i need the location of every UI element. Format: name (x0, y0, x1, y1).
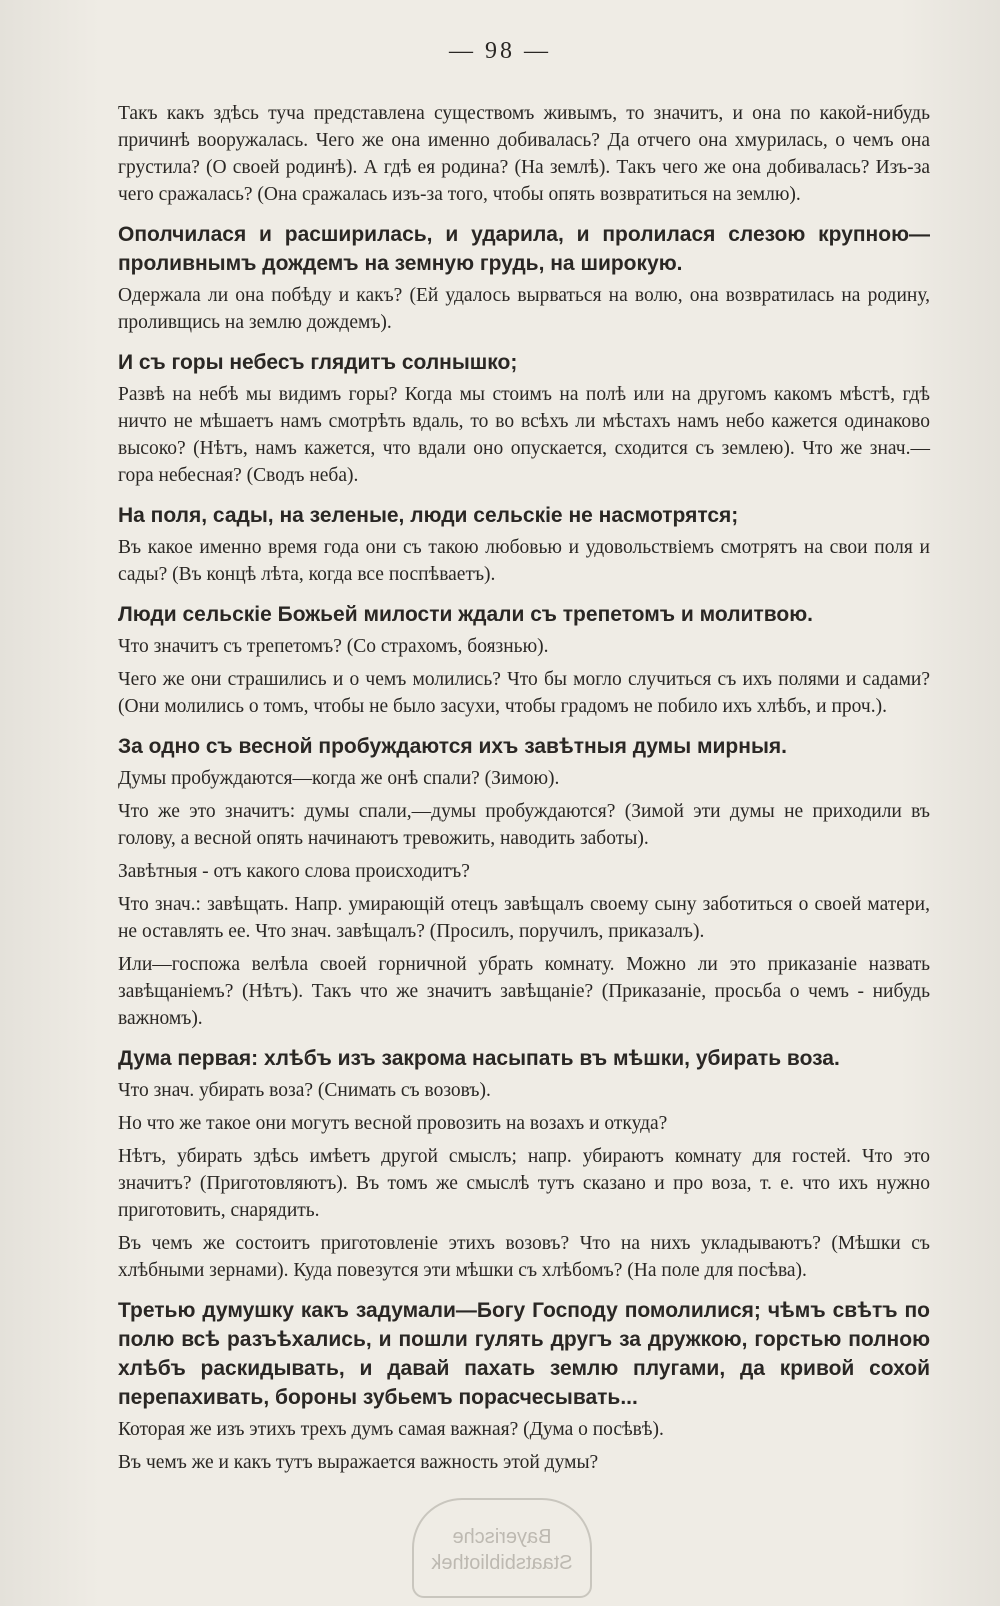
paragraph: Или—госпожа велѣла своей горничной убрать комнату. Можно ли это приказаніе назвать завѣщаніемъ? (Нѣтъ). Такъ что же значитъ завѣщаніе? (Приказаніе, просьба о чемъ - нибудь важномъ). (118, 954, 930, 1029)
library-stamp (412, 1498, 592, 1598)
paragraph: Думы пробуждаются—когда же онѣ спали? (Зимою). (118, 768, 560, 789)
paragraph: Чего же они страшились и о чемъ молились? Что бы могло случиться съ ихъ полями и садами? (Они молились о томъ, чтобы не было засухи, чтобы градомъ не побило ихъ хлѣбъ, и проч.). (118, 669, 930, 717)
paragraph: Нѣтъ, убирать здѣсь имѣетъ другой смыслъ; напр. убираютъ комнату для гостей. Что это значитъ? (Приготовляютъ). Въ томъ же смыслѣ тутъ сказано и про воза, т. е. что ихъ нужно приготовить, снарядить. (118, 1146, 930, 1221)
quote-line: За одно съ весной пробуждаются ихъ завѣтныя думы мирныя. (118, 735, 787, 758)
paragraph: Что же это значитъ: думы спали,—думы пробуждаются? (Зимой эти думы не приходили въ голову, а весной опять начинаютъ тревожить, наводить заботы). (118, 801, 930, 849)
paragraph: Что знач. убирать воза? (Снимать съ возовъ). (118, 1080, 491, 1101)
page-number: — 98 — (449, 38, 551, 64)
paragraph: Что значитъ съ трепетомъ? (Со страхомъ, боязнью). (118, 636, 549, 657)
quote-line: Дума первая: хлѣбъ изъ закрома насыпать въ мѣшки, убирать воза. (118, 1047, 840, 1070)
quote-line: Ополчилася и расширилась, и ударила, и пролилася слезою крупною—проливнымъ дождемъ на земную грудь, на широкую. (118, 223, 930, 275)
quote-line: И съ горы небесъ глядитъ солнышко; (118, 351, 518, 374)
paragraph: Одержала ли она побѣду и какъ? (Ей удалось вырваться на волю, она возвратилась на родину, проливщись на землю дождемъ). (118, 285, 930, 333)
paragraph: Что знач.: завѣщать. Напр. умирающій отецъ завѣщалъ своему сыну заботиться о своей матери, не оставлять ее. Что знач. завѣщалъ? (Просилъ, поручилъ, приказалъ). (118, 894, 930, 942)
paragraph: Въ чемъ же и какъ тутъ выражается важность этой думы? (118, 1452, 599, 1473)
paragraph: Развѣ на небѣ мы видимъ горы? Когда мы стоимъ на полѣ или на другомъ какомъ мѣстѣ, гдѣ ничто не мѣшаетъ намъ смотрѣть вдаль, то во всѣхъ ли мѣстахъ намъ небо кажется одинаково высоко? (Нѣтъ, намъ кажется, что вдали оно опускается, сходится съ землею). Что же знач.—гора небесная? (Сводъ неба). (118, 384, 930, 486)
paragraph: Которая же изъ этихъ трехъ думъ самая важная? (Дума о посѣвѣ). (118, 1419, 664, 1440)
page-body (118, 100, 930, 1482)
quote-line: На поля, сады, на зеленые, люди сельскіе не насмотрятся; (118, 504, 739, 527)
stamp-line: Bayerische (452, 1526, 552, 1548)
paragraph: Въ какое именно время года они съ такою любовью и удовольствіемъ смотрятъ на свои поля и сады? (Въ концѣ лѣта, когда все поспѣваетъ). (118, 537, 930, 585)
paragraph: Въ чемъ же состоитъ приготовленіе этихъ возовъ? Что на нихъ укладываютъ? (Мѣшки съ хлѣбными зернами). Куда повезутся эти мѣшки съ хлѣбомъ? (На поле для посѣва). (118, 1233, 930, 1281)
stamp-line: Staatsbibliothek (431, 1552, 573, 1574)
quote-line: Люди сельскіе Божьей милости ждали съ трепетомъ и молитвою. (118, 603, 813, 626)
paragraph: Но что же такое они могутъ весной провозить на возахъ и откуда? (118, 1113, 668, 1134)
paragraph: Завѣтныя - отъ какого слова происходитъ? (118, 861, 470, 882)
paragraph: Такъ какъ здѣсь туча представлена существомъ живымъ, то значитъ, и она по какой-нибудь причинѣ вооружалась. Чего же она именно добивалась? Да отчего она хмурилась, о чемъ она грустила? (О своей родинѣ). А гдѣ ея родина? (На землѣ). Такъ чего же она добивалась? Изъ-за чего сражалась? (Она сражалась изъ-за того, чтобы опять возвратиться на землю). (118, 103, 930, 205)
quote-line: Третью думушку какъ задумали—Богу Господу помолилися; чѣмъ свѣтъ по полю всѣ разъѣхались, и пошли гулять другъ за дружкою, горстью полною хлѣбъ раскидывать, и давай пахать землю плугами, да кривой сохой перепахивать, бороны зубьемъ порасчесывать... (118, 1299, 930, 1409)
